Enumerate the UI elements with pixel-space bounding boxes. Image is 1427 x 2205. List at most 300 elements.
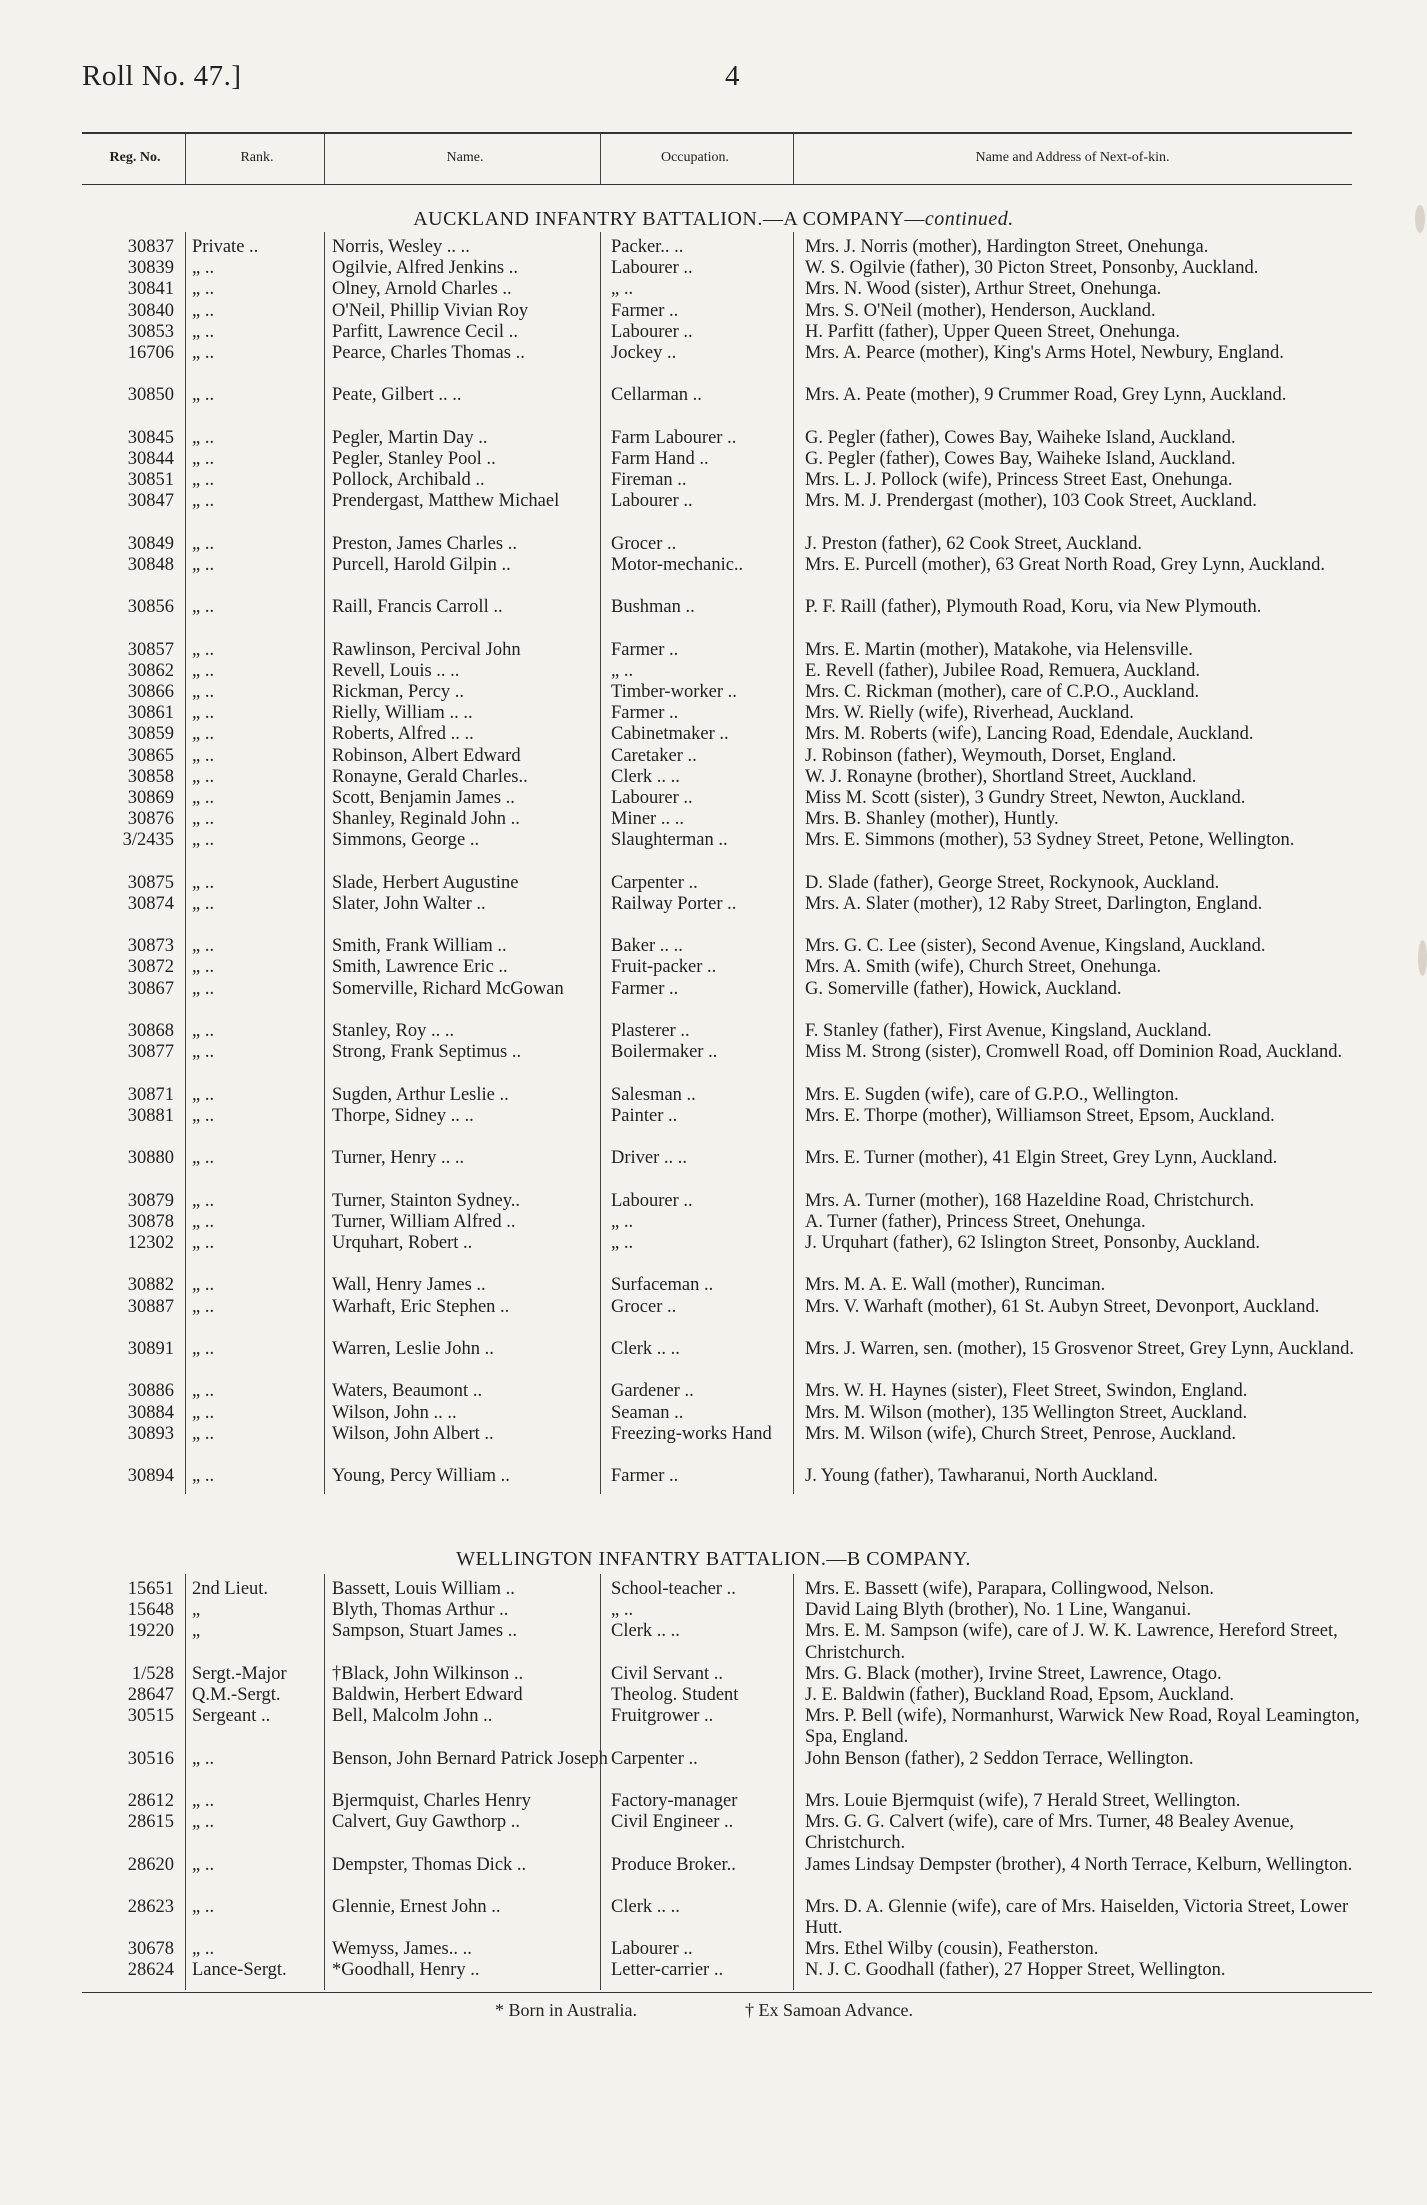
soldier-name: Scott, Benjamin James .. <box>332 787 515 808</box>
next-of-kin: Mrs. L. J. Pollock (wife), Princess Street East, Onehunga. <box>805 470 1233 491</box>
rank: „ .. <box>192 724 215 745</box>
occupation: Farmer .. <box>611 1466 679 1487</box>
table-row <box>0 1212 1427 1233</box>
reg-number: 30859 <box>127 724 174 745</box>
reg-number: 30875 <box>127 872 174 893</box>
rank: „ .. <box>192 766 215 787</box>
reg-number: 30856 <box>127 597 174 618</box>
next-of-kin: Mrs. E. M. Sampson (wife), care of J. W. K. Lawrence, Hereford Street, Christchurch. <box>805 1621 1338 1663</box>
rank: „ .. <box>192 1190 215 1211</box>
header-divider <box>793 134 794 184</box>
occupation: Fruit-packer .. <box>611 957 717 978</box>
table-row <box>0 385 1427 427</box>
occupation: Cellarman .. <box>611 385 702 406</box>
table-row <box>0 746 1427 767</box>
table-row <box>0 1042 1427 1084</box>
occupation: Driver .. .. <box>611 1148 688 1169</box>
table-row <box>0 1749 1427 1791</box>
next-of-kin: Mrs. G. C. Lee (sister), Second Avenue, Kingsland, Auckland. <box>805 936 1266 957</box>
occupation: Carpenter .. <box>611 872 698 893</box>
next-of-kin: Mrs. M. Wilson (wife), Church Street, Penrose, Auckland. <box>805 1423 1237 1444</box>
occupation: Farmer .. <box>611 978 679 999</box>
rank: Lance-Sergt. <box>192 1960 287 1981</box>
reg-number: 30847 <box>127 491 174 512</box>
reg-number: 15651 <box>127 1579 174 1599</box>
table-row <box>0 237 1427 258</box>
soldier-name: Preston, James Charles .. <box>332 533 517 554</box>
paper-mark <box>1418 940 1427 976</box>
occupation: Labourer .. <box>611 491 693 512</box>
rank: „ .. <box>192 1381 215 1402</box>
soldier-name: Slade, Herbert Augustine <box>332 872 519 893</box>
table-row <box>0 301 1427 322</box>
rank: Sergeant .. <box>192 1706 271 1727</box>
soldier-name: Roberts, Alfred .. .. <box>332 724 474 745</box>
rank: „ .. <box>192 745 215 766</box>
rank: „ .. <box>192 1812 215 1833</box>
occupation: Labourer .. <box>611 1190 693 1211</box>
section-title-text: AUCKLAND INFANTRY BATTALION.—A COMPANY— <box>413 208 925 230</box>
reg-number: 30851 <box>127 470 174 491</box>
rank: „ .. <box>192 978 215 999</box>
reg-number: 30894 <box>127 1466 174 1487</box>
soldier-name: O'Neil, Phillip Vivian Roy <box>332 300 529 321</box>
table-row <box>0 428 1427 449</box>
occupation: Cabinetmaker .. <box>611 724 729 745</box>
next-of-kin: Mrs. A. Slater (mother), 12 Raby Street, Darlington, England. <box>805 893 1263 914</box>
reg-number: 28615 <box>127 1812 174 1833</box>
rank: „ .. <box>192 321 215 342</box>
reg-number: 30887 <box>127 1296 174 1317</box>
next-of-kin: W. S. Ogilvie (father), 30 Picton Street, Ponsonby, Auckland. <box>805 258 1259 279</box>
wellington-rows <box>0 1579 1427 1982</box>
reg-number: 30848 <box>127 554 174 575</box>
rank: „ .. <box>192 936 215 957</box>
occupation: Fireman .. <box>611 470 687 491</box>
reg-number: 28612 <box>127 1790 174 1811</box>
next-of-kin: Mrs. J. Norris (mother), Hardington Street, Onehunga. <box>805 237 1209 257</box>
soldier-name: Young, Percy William .. <box>332 1466 510 1487</box>
next-of-kin: F. Stanley (father), First Avenue, Kingsland, Auckland. <box>805 1021 1212 1042</box>
next-of-kin: J. Robinson (father), Weymouth, Dorset, England. <box>805 745 1177 766</box>
next-of-kin: David Laing Blyth (brother), No. 1 Line, Wanganui. <box>805 1600 1192 1621</box>
header-divider <box>600 134 601 184</box>
reg-number: 3/2435 <box>122 830 174 851</box>
occupation: Farm Labourer .. <box>611 427 737 448</box>
soldier-name: Slater, John Walter .. <box>332 893 486 914</box>
next-of-kin: Miss M. Scott (sister), 3 Gundry Street, Newton, Auckland. <box>805 787 1246 808</box>
table-row <box>0 703 1427 724</box>
soldier-name: Sugden, Arthur Leslie .. <box>332 1084 509 1105</box>
table-row <box>0 534 1427 555</box>
occupation: Seaman .. <box>611 1402 684 1423</box>
soldier-name: Blyth, Thomas Arthur .. <box>332 1600 509 1621</box>
occupation: Freezing-works Hand <box>611 1423 772 1444</box>
soldier-name: Urquhart, Robert .. <box>332 1232 473 1253</box>
rank: „ .. <box>192 342 215 363</box>
reg-number: 30849 <box>127 533 174 554</box>
next-of-kin: Mrs. E. Purcell (mother), 63 Great North Road, Grey Lynn, Auckland. <box>805 554 1325 575</box>
next-of-kin: Mrs. W. H. Haynes (sister), Fleet Street, Swindon, England. <box>805 1381 1248 1402</box>
next-of-kin: Mrs. M. J. Prendergast (mother), 103 Cook Street, Auckland. <box>805 491 1257 512</box>
reg-number: 30678 <box>127 1939 174 1960</box>
footnote-samoan-advance: † Ex Samoan Advance. <box>745 2000 913 2020</box>
rank: „ .. <box>192 597 215 618</box>
roll-number: Roll No. 47.] <box>82 60 242 92</box>
soldier-name: Shanley, Reginald John .. <box>332 809 520 830</box>
rank: „ .. <box>192 1423 215 1444</box>
table-row <box>0 767 1427 788</box>
occupation: Farm Hand .. <box>611 448 709 469</box>
next-of-kin: D. Slade (father), George Street, Rockynook, Auckland. <box>805 872 1220 893</box>
reg-number: 30871 <box>127 1084 174 1105</box>
footnote-born-australia: * Born in Australia. <box>495 2000 637 2020</box>
soldier-name: Pegler, Stanley Pool .. <box>332 448 496 469</box>
rank: „ .. <box>192 1148 215 1169</box>
table-row <box>0 1664 1427 1685</box>
soldier-name: Strong, Frank Septimus .. <box>332 1042 522 1063</box>
soldier-name: Dempster, Thomas Dick .. <box>332 1854 527 1875</box>
table-row <box>0 1085 1427 1106</box>
soldier-name: Wilson, John .. .. <box>332 1402 457 1423</box>
rank: „ .. <box>192 787 215 808</box>
table-row <box>0 1233 1427 1275</box>
table-row <box>0 343 1427 385</box>
soldier-name: Robinson, Albert Edward <box>332 745 521 766</box>
next-of-kin: J. Preston (father), 62 Cook Street, Auckland. <box>805 533 1143 554</box>
next-of-kin: P. F. Raill (father), Plymouth Road, Koru, via New Plymouth. <box>805 597 1262 618</box>
reg-number: 30891 <box>127 1338 174 1359</box>
paper-mark <box>1415 205 1425 233</box>
table-row <box>0 788 1427 809</box>
table-row <box>0 936 1427 957</box>
occupation: Salesman .. <box>611 1084 696 1105</box>
rank: „ .. <box>192 660 215 681</box>
reg-number: 30879 <box>127 1190 174 1211</box>
next-of-kin: Mrs. P. Bell (wife), Normanhurst, Warwick New Road, Royal Leamington, Spa, England. <box>805 1706 1360 1748</box>
table-row <box>0 1706 1427 1748</box>
rank: „ .. <box>192 385 215 406</box>
occupation: Farmer .. <box>611 639 679 660</box>
section-title-auckland <box>0 208 1427 231</box>
table-row <box>0 1600 1427 1621</box>
table-row <box>0 873 1427 894</box>
table-row <box>0 1297 1427 1339</box>
occupation: Clerk .. .. <box>611 1621 680 1642</box>
table-row <box>0 979 1427 1021</box>
rank: „ .. <box>192 1896 215 1917</box>
soldier-name: Wilson, John Albert .. <box>332 1423 494 1444</box>
soldier-name: Waters, Beaumont .. <box>332 1381 483 1402</box>
next-of-kin: G. Pegler (father), Cowes Bay, Waiheke Island, Auckland. <box>805 427 1236 448</box>
rank: „ .. <box>192 1854 215 1875</box>
reg-number: 30868 <box>127 1021 174 1042</box>
reg-number: 30876 <box>127 809 174 830</box>
soldier-name: Benson, John Bernard Patrick Joseph <box>332 1748 608 1769</box>
next-of-kin: Mrs. M. Wilson (mother), 135 Wellington Street, Auckland. <box>805 1402 1248 1423</box>
page-number: 4 <box>725 60 740 92</box>
rank: „ .. <box>192 1275 215 1296</box>
next-of-kin: A. Turner (father), Princess Street, Onehunga. <box>805 1211 1146 1232</box>
reg-number: 15648 <box>127 1600 174 1621</box>
rank: „ .. <box>192 682 215 703</box>
reg-number: 28647 <box>127 1684 174 1705</box>
occupation: Gardener .. <box>611 1381 694 1402</box>
reg-number: 30845 <box>127 427 174 448</box>
soldier-name: Prendergast, Matthew Michael <box>332 491 560 512</box>
occupation: School-teacher .. <box>611 1579 736 1599</box>
soldier-name: Stanley, Roy .. .. <box>332 1021 455 1042</box>
occupation: Fruitgrower .. <box>611 1706 714 1727</box>
soldier-name: Parfitt, Lawrence Cecil .. <box>332 321 518 342</box>
rank: „ .. <box>192 1021 215 1042</box>
soldier-name: Smith, Lawrence Eric .. <box>332 957 508 978</box>
rank: „ .. <box>192 427 215 448</box>
occupation: „ .. <box>611 1600 634 1621</box>
reg-number: 30882 <box>127 1275 174 1296</box>
occupation: Labourer .. <box>611 258 693 279</box>
rank: „ .. <box>192 957 215 978</box>
rank: „ .. <box>192 809 215 830</box>
rank: „ <box>192 1621 201 1642</box>
header-top-rule <box>82 132 1352 134</box>
reg-number: 30893 <box>127 1423 174 1444</box>
occupation: Jockey .. <box>611 342 677 363</box>
next-of-kin: Mrs. E. Bassett (wife), Parapara, Collingwood, Nelson. <box>805 1579 1214 1599</box>
soldier-name: Pegler, Martin Day .. <box>332 427 488 448</box>
reg-number: 16706 <box>127 342 174 363</box>
occupation: Packer.. .. <box>611 237 684 257</box>
footer-rule <box>82 1992 1372 1993</box>
table-row <box>0 1855 1427 1897</box>
next-of-kin: H. Parfitt (father), Upper Queen Street, Onehunga. <box>805 321 1181 342</box>
next-of-kin: Mrs. A. Peate (mother), 9 Crummer Road, Grey Lynn, Auckland. <box>805 385 1287 406</box>
reg-number: 30853 <box>127 321 174 342</box>
reg-number: 30850 <box>127 385 174 406</box>
next-of-kin: J. E. Baldwin (father), Buckland Road, Epsom, Auckland. <box>805 1684 1235 1705</box>
section-title-wellington <box>0 1548 1427 1571</box>
reg-number: 30515 <box>127 1706 174 1727</box>
table-row <box>0 1466 1427 1487</box>
rank: „ .. <box>192 491 215 512</box>
occupation: Caretaker .. <box>611 745 697 766</box>
rank: „ .. <box>192 1296 215 1317</box>
table-row <box>0 957 1427 978</box>
table-row <box>0 1812 1427 1854</box>
next-of-kin: Mrs. G. G. Calvert (wife), care of Mrs. Turner, 48 Bealey Avenue, Christchurch. <box>805 1812 1295 1854</box>
reg-number: 30884 <box>127 1402 174 1423</box>
reg-number: 30866 <box>127 682 174 703</box>
occupation: Bushman .. <box>611 597 695 618</box>
reg-number: 30844 <box>127 448 174 469</box>
col-header-occupation: Occupation. <box>660 150 730 165</box>
table-row <box>0 1275 1427 1296</box>
rank: „ .. <box>192 258 215 279</box>
reg-number: 30873 <box>127 936 174 957</box>
occupation: Motor-mechanic.. <box>611 554 744 575</box>
table-row <box>0 1148 1427 1190</box>
occupation: Clerk .. .. <box>611 1896 680 1917</box>
rank: „ .. <box>192 554 215 575</box>
rank: „ <box>192 1600 201 1621</box>
rank: Sergt.-Major <box>192 1663 287 1684</box>
next-of-kin: Mrs. J. Warren, sen. (mother), 15 Grosvenor Street, Grey Lynn, Auckland. <box>805 1338 1354 1359</box>
soldier-name: Sampson, Stuart James .. <box>332 1621 517 1642</box>
occupation: Plasterer .. <box>611 1021 690 1042</box>
rank: „ .. <box>192 448 215 469</box>
next-of-kin: Mrs. E. Sugden (wife), care of G.P.O., Wellington. <box>805 1084 1179 1105</box>
next-of-kin: W. J. Ronayne (brother), Shortland Street, Auckland. <box>805 766 1197 787</box>
soldier-name: Raill, Francis Carroll .. <box>332 597 503 618</box>
occupation: Factory-manager <box>611 1790 738 1811</box>
reg-number: 30881 <box>127 1105 174 1126</box>
table-row <box>0 470 1427 491</box>
next-of-kin: Mrs. V. Warhaft (mother), 61 St. Aubyn Street, Devonport, Auckland. <box>805 1296 1320 1317</box>
rank: „ .. <box>192 1466 215 1487</box>
reg-number: 30877 <box>127 1042 174 1063</box>
soldier-name: Calvert, Guy Gawthorp .. <box>332 1812 521 1833</box>
col-header-name: Name. <box>446 150 484 165</box>
table-row <box>0 555 1427 597</box>
occupation: Timber-worker .. <box>611 682 737 703</box>
table-row <box>0 279 1427 300</box>
soldier-name: Bell, Malcolm John .. <box>332 1706 493 1727</box>
rank: „ .. <box>192 639 215 660</box>
occupation: Miner .. .. <box>611 809 684 830</box>
next-of-kin: Mrs. C. Rickman (mother), care of C.P.O., Auckland. <box>805 682 1200 703</box>
soldier-name: Simmons, George .. <box>332 830 480 851</box>
next-of-kin: J. Young (father), Tawharanui, North Auckland. <box>805 1466 1158 1487</box>
next-of-kin: Mrs. A. Smith (wife), Church Street, Onehunga. <box>805 957 1162 978</box>
rank: „ .. <box>192 872 215 893</box>
reg-number: 30886 <box>127 1381 174 1402</box>
next-of-kin: Mrs. S. O'Neil (mother), Henderson, Auckland. <box>805 300 1156 321</box>
occupation: „ .. <box>611 660 634 681</box>
table-row <box>0 661 1427 682</box>
reg-number: 30840 <box>127 300 174 321</box>
soldier-name: Bassett, Louis William .. <box>332 1579 515 1599</box>
rank: 2nd Lieut. <box>192 1579 269 1599</box>
next-of-kin: Mrs. E. Simmons (mother), 53 Sydney Street, Petone, Wellington. <box>805 830 1295 851</box>
occupation: Letter-carrier .. <box>611 1960 724 1981</box>
rank: „ .. <box>192 470 215 491</box>
next-of-kin: Mrs. M. A. E. Wall (mother), Runciman. <box>805 1275 1106 1296</box>
soldier-name: *Goodhall, Henry .. <box>332 1960 480 1981</box>
reg-number: 30865 <box>127 745 174 766</box>
col-header-reg: Reg. No. <box>109 150 161 165</box>
table-row <box>0 1579 1427 1600</box>
next-of-kin: J. Urquhart (father), 62 Islington Street, Ponsonby, Auckland. <box>805 1232 1261 1253</box>
reg-number: 30872 <box>127 957 174 978</box>
occupation: Baker .. .. <box>611 936 683 957</box>
reg-number: 1/528 <box>131 1663 174 1684</box>
table-row <box>0 322 1427 343</box>
occupation: Slaughterman .. <box>611 830 728 851</box>
table-row <box>0 1939 1427 1960</box>
soldier-name: Turner, Stainton Sydney.. <box>332 1190 521 1211</box>
soldier-name: Warren, Leslie John .. <box>332 1338 494 1359</box>
rank: „ .. <box>192 1232 215 1253</box>
occupation: „ .. <box>611 1232 634 1253</box>
reg-number: 30861 <box>127 703 174 724</box>
table-row <box>0 1960 1427 1981</box>
col-header-next-of-kin: Name and Address of Next-of-kin. <box>975 150 1170 165</box>
reg-number: 28624 <box>127 1960 174 1981</box>
section-title-text: WELLINGTON INFANTRY BATTALION.—B COMPANY. <box>456 1548 971 1570</box>
rank: „ .. <box>192 1084 215 1105</box>
table-row <box>0 1106 1427 1148</box>
occupation: Railway Porter .. <box>611 893 737 914</box>
table-row <box>0 1791 1427 1812</box>
occupation: Grocer .. <box>611 1296 677 1317</box>
soldier-name: Rielly, William .. .. <box>332 703 473 724</box>
next-of-kin: Mrs. E. Thorpe (mother), Williamson Street, Epsom, Auckland. <box>805 1105 1275 1126</box>
occupation: Labourer .. <box>611 787 693 808</box>
occupation: Farmer .. <box>611 300 679 321</box>
table-row <box>0 1021 1427 1042</box>
next-of-kin: Mrs. M. Roberts (wife), Lancing Road, Edendale, Auckland. <box>805 724 1254 745</box>
soldier-name: Somerville, Richard McGowan <box>332 978 564 999</box>
soldier-name: Rawlinson, Percival John <box>332 639 521 660</box>
table-row <box>0 682 1427 703</box>
reg-number: 12302 <box>127 1232 174 1253</box>
rank: „ .. <box>192 703 215 724</box>
next-of-kin: Mrs. Ethel Wilby (cousin), Featherston. <box>805 1939 1099 1960</box>
next-of-kin: Mrs. A. Turner (mother), 168 Hazeldine Road, Christchurch. <box>805 1190 1255 1211</box>
rank: „ .. <box>192 533 215 554</box>
soldier-name: Turner, Henry .. .. <box>332 1148 465 1169</box>
next-of-kin: Miss M. Strong (sister), Cromwell Road, off Dominion Road, Auckland. <box>805 1042 1343 1063</box>
soldier-name: Ronayne, Gerald Charles.. <box>332 766 528 787</box>
next-of-kin: Mrs. A. Pearce (mother), King's Arms Hotel, Newbury, England. <box>805 342 1284 363</box>
occupation: Civil Servant .. <box>611 1663 724 1684</box>
soldier-name: Pollock, Archibald .. <box>332 470 485 491</box>
table-row <box>0 1339 1427 1381</box>
table-row <box>0 809 1427 830</box>
table-row <box>0 1685 1427 1706</box>
next-of-kin: Mrs. E. Martin (mother), Matakohe, via Helensville. <box>805 639 1193 660</box>
rank: Q.M.-Sergt. <box>192 1684 281 1705</box>
reg-number: 30878 <box>127 1211 174 1232</box>
soldier-name: Rickman, Percy .. <box>332 682 465 703</box>
rank: „ .. <box>192 1402 215 1423</box>
reg-number: 28620 <box>127 1854 174 1875</box>
next-of-kin: N. J. C. Goodhall (father), 27 Hopper Street, Wellington. <box>805 1960 1226 1981</box>
reg-number: 30839 <box>127 258 174 279</box>
reg-number: 30857 <box>127 639 174 660</box>
table-row <box>0 894 1427 936</box>
next-of-kin: E. Revell (father), Jubilee Road, Remuera, Auckland. <box>805 660 1201 681</box>
reg-number: 30880 <box>127 1148 174 1169</box>
table-row <box>0 724 1427 745</box>
table-row <box>0 1403 1427 1424</box>
occupation: Farmer .. <box>611 703 679 724</box>
next-of-kin: Mrs. N. Wood (sister), Arthur Street, Onehunga. <box>805 279 1162 300</box>
soldier-name: Peate, Gilbert .. .. <box>332 385 462 406</box>
rank: „ .. <box>192 300 215 321</box>
soldier-name: Olney, Arnold Charles .. <box>332 279 512 300</box>
next-of-kin: James Lindsay Dempster (brother), 4 North Terrace, Kelburn, Wellington. <box>805 1854 1353 1875</box>
soldier-name: Turner, William Alfred .. <box>332 1211 516 1232</box>
occupation: Clerk .. .. <box>611 766 680 787</box>
rank: „ .. <box>192 1939 215 1960</box>
reg-number: 30874 <box>127 893 174 914</box>
soldier-name: Norris, Wesley .. .. <box>332 237 470 257</box>
reg-number: 28623 <box>127 1896 174 1917</box>
occupation: Grocer .. <box>611 533 677 554</box>
next-of-kin: Mrs. E. Turner (mother), 41 Elgin Street, Grey Lynn, Auckland. <box>805 1148 1278 1169</box>
rank: „ .. <box>192 279 215 300</box>
